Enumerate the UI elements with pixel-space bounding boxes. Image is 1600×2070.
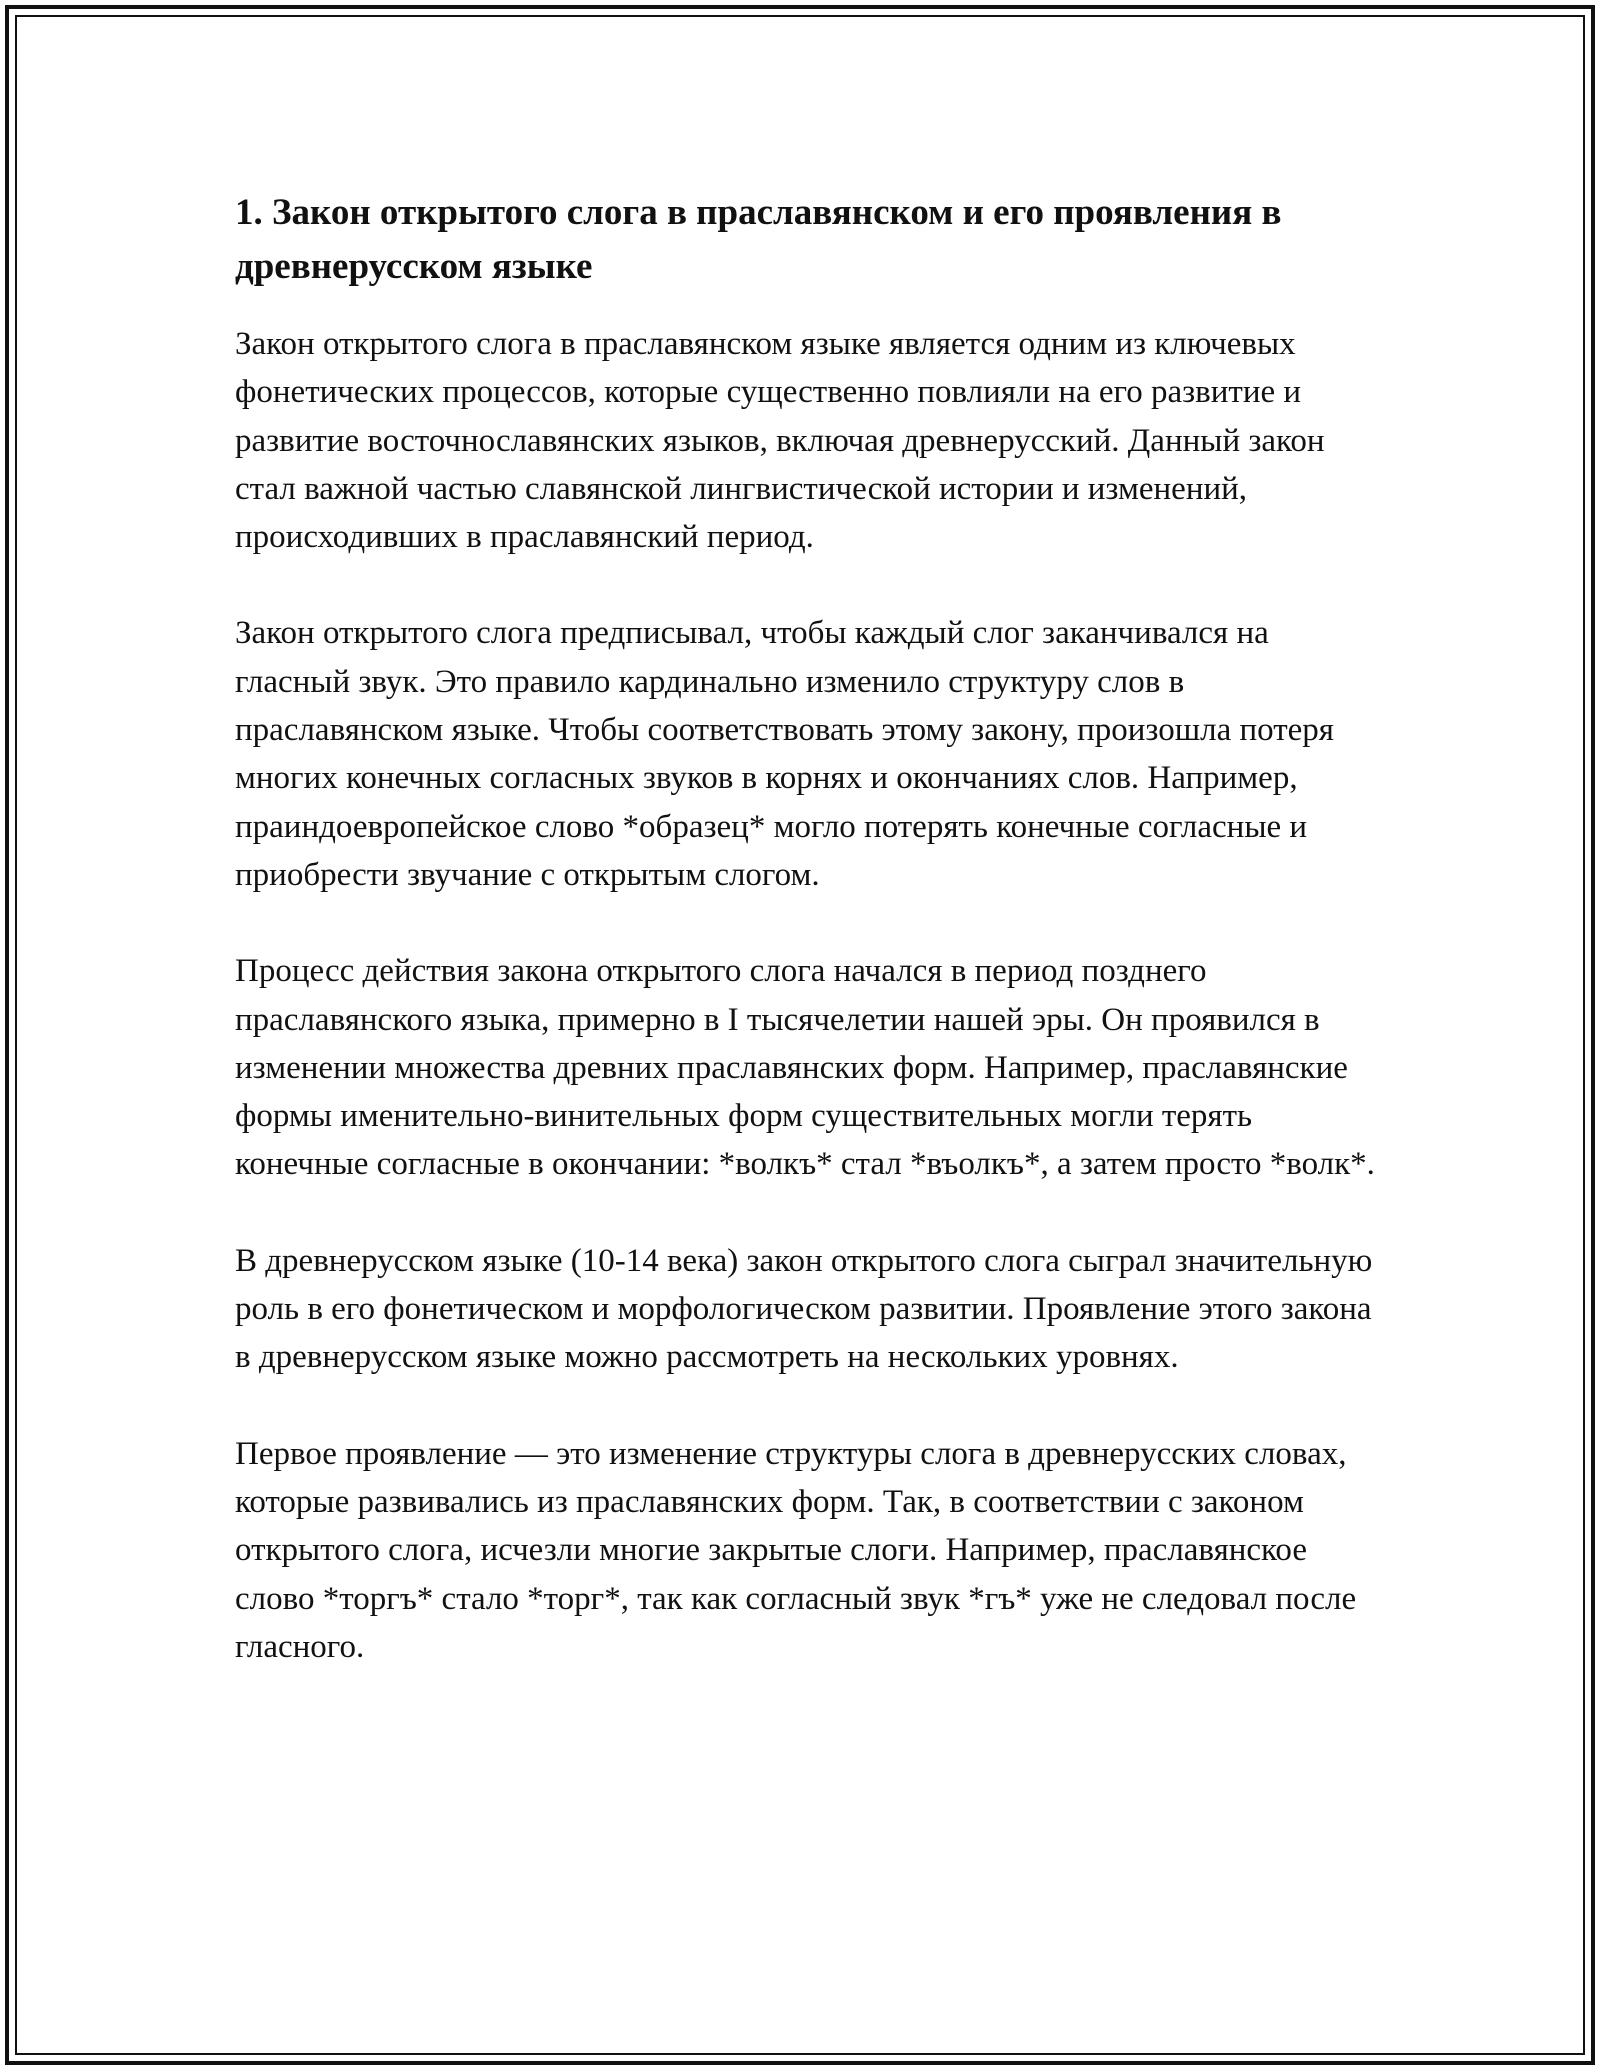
document-body xyxy=(235,186,1375,1719)
paragraph-3: Процесс действия закона открытого слога начался в период позднего праславянского языка, примерно в I тысячелетии нашей эры. Он проявился в изменении множества древних праславянских форм. Например, праславянские формы именительно-винительных форм существительных могли терять конечные согласные в окончании: *волкъ* стал *въолкъ*, а затем просто *волк*. xyxy=(235,953,1375,1183)
paragraph-2: Закон открытого слога предписывал, чтобы каждый слог заканчивался на гласный звук. Это правило кардинально изменило структуру слов в праславянском языке. Чтобы соответствовать этому закону, произошла потеря многих конечных согласных звуков в корнях и окончаниях слов. Например, праиндоевропейское слово *образец* могло потерять конечные согласные и приобрести звучание с открытым слогом. xyxy=(235,615,1334,893)
section-heading: 1. Закон открытого слога в праславянском и его проявления в древнерусском языке xyxy=(235,192,1282,287)
paragraph-4: В древнерусском языке (10-14 века) закон открытого слога сыграл значительную роль в его фонетическом и морфологическом развитии. Проявление этого закона в древнерусском языке можно рассмотреть на нескольких уровнях. xyxy=(235,1242,1373,1376)
paragraph-1: Закон открытого слога в праславянском языке является одним из ключевых фонетических процессов, которые существенно повлияли на его развитие и развитие восточнославянских языков, включая древнерусский. Данный закон стал важной частью славянской лингвистической истории и изменений, происходивших в праславянский период. xyxy=(235,326,1325,556)
paragraph-5: Первое проявление — это изменение структуры слога в древнерусских словах, которые развивались из праславянских форм. Так, в соответствии с законом открытого слога, исчезли многие закрытые слоги. Например, праславянское слово *торгъ* стало *торг*, так как согласный звук *гъ* уже не следовал после гласного. xyxy=(235,1435,1357,1665)
